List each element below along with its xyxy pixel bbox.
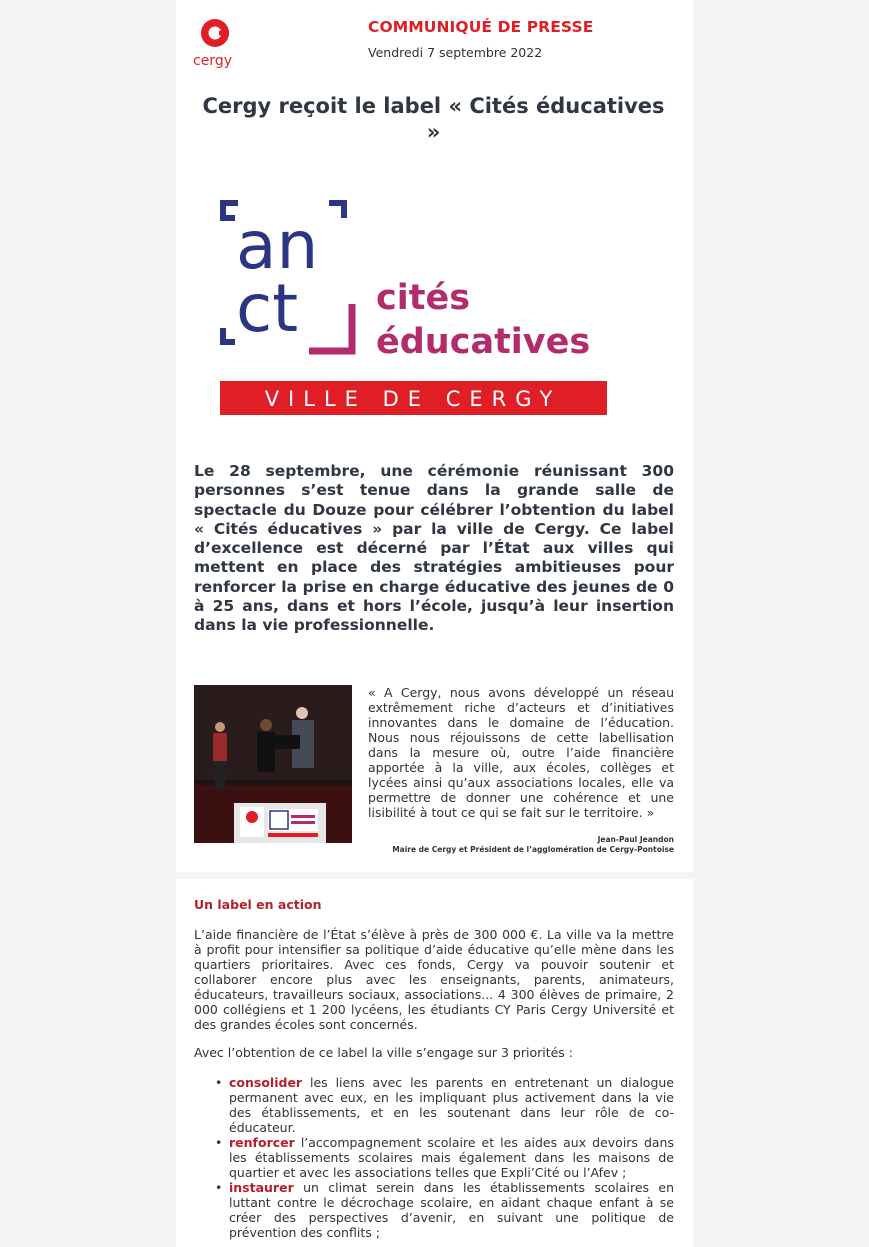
bullet-icon: • [215, 1135, 223, 1150]
svg-text:an: an [236, 207, 319, 284]
intro-paragraph: Le 28 septembre, une cérémonie réunissant 300 personnes s’est tenue dans la grande salle de spectacle du Douze pour célébrer l’obtention du label « Cités éducatives » par la ville de Cergy. Ce label d’excellence est décerné par l’État aux villes qui mettent en place des stratégies ambitieuses pour renforcer la prise en charge éducative des jeunes de 0 à 25 ans, dans et hors l’école, jusqu’à leur insertion dans la vie professionnelle. [194, 462, 674, 635]
priority-text: un climat serein dans les établissements scolaires en luttant contre le décrochage scolaire, en aidant chaque enfant à se créer des perspectives d’avenir, en suivant une politique de prévention des conflits ; [229, 1180, 674, 1240]
list-item [194, 1180, 674, 1240]
priorities-list [194, 1075, 674, 1240]
label-in-action-card [176, 879, 693, 1247]
svg-text:ct: ct [236, 270, 299, 347]
svg-text:éducatives: éducatives [376, 322, 591, 362]
quote-author: Jean-Paul Jeandon [597, 835, 674, 844]
priority-keyword: consolider [229, 1075, 303, 1090]
mayor-quote: « A Cergy, nous avons développé un réseau extrêmement riche d’acteurs et d’initiatives innovantes dans le domaine de l’éducation. Nous nous réjouissons de cette labellisation dans la mesure où, outre l’aide financière apportée à la ville, aux écoles, collèges et lycées ainsi qu’aux associations locales, elle va permettre de donner une cohérence et une lisibilité à tout ce qui se fait sur le territoire. » [368, 685, 674, 820]
priority-text: l’accompagnement scolaire et les aides aux devoirs dans les établissements scolaires mais également dans les maisons de quartier et avec les associations telles que Expli’Cité ou l’Afev ; [229, 1135, 674, 1180]
cites-educatives-label-image [216, 196, 656, 421]
press-release-label: COMMUNIQUÉ DE PRESSE [368, 18, 594, 36]
priority-text: les liens avec les parents en entretenant un dialogue permanent avec eux, en les impliquant plus activement dans la vie des établissements, et en les soutenant dans leur rôle de co-éducateur. [229, 1075, 674, 1135]
list-item [194, 1135, 674, 1180]
svg-text:VILLE DE CERGY: VILLE DE CERGY [264, 387, 562, 411]
priority-keyword: instaurer [229, 1180, 294, 1195]
bullet-icon: • [215, 1180, 223, 1195]
press-release-card [176, 0, 693, 872]
priorities-intro: Avec l’obtention de ce label la ville s’engage sur 3 priorités : [194, 1045, 573, 1060]
list-item [194, 1075, 674, 1135]
ceremony-photo [194, 685, 352, 843]
quote-author-role: Maire de Cergy et Président de l’agglomération de Cergy-Pontoise [392, 845, 674, 854]
cergy-logo [193, 16, 241, 70]
priority-keyword: renforcer [229, 1135, 295, 1150]
funding-paragraph: L’aide financière de l’État s’élève à près de 300 000 €. La ville va la mettre à profit pour intensifier sa politique d’aide éducative qu’elle mène dans les quartiers prioritaires. Avec ces fonds, Cergy va pouvoir soutenir et collaborer encore plus avec les enseignants, parents, animateurs, éducateurs, travailleurs sociaux, associations... 4 300 élèves de primaire, 2 000 collégiens et 1 200 lycéens, les étudiants CY Paris Cergy Université et des grandes écoles sont concernés. [194, 927, 674, 1032]
svg-text:cités: cités [376, 278, 471, 318]
page-title: Cergy reçoit le label « Cités éducatives » [202, 94, 665, 144]
section-title: Un label en action [194, 897, 322, 912]
bullet-icon: • [215, 1075, 223, 1090]
release-date: Vendredi 7 septembre 2022 [368, 45, 543, 60]
svg-text:cergy: cergy [193, 53, 232, 69]
